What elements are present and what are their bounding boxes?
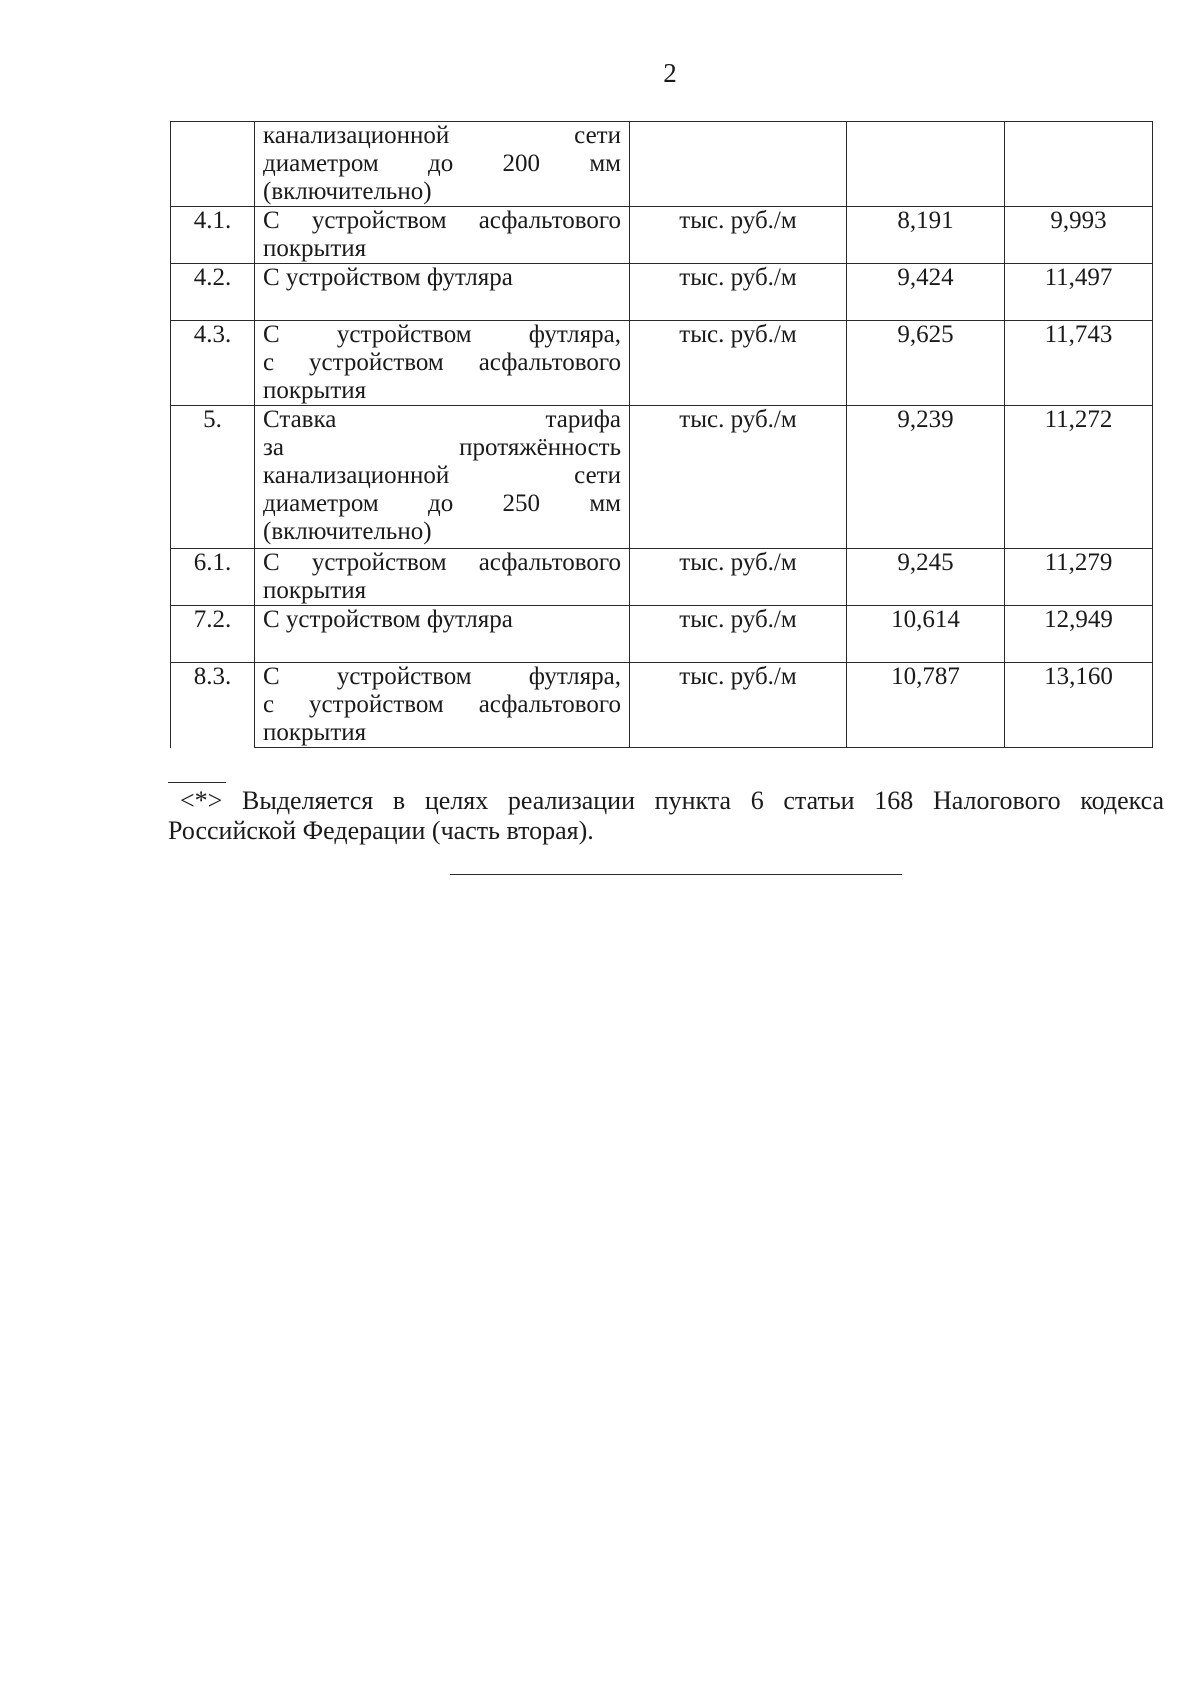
row-name-line: Ставка тарифа bbox=[263, 406, 621, 433]
row-unit-cell bbox=[630, 122, 847, 207]
page-number: 2 bbox=[663, 58, 677, 88]
row-name-line: канализационной сети bbox=[263, 122, 621, 149]
row-number-cell: 7.2. bbox=[171, 606, 255, 663]
row-value2-cell: 11,743 bbox=[1005, 321, 1153, 406]
table-row bbox=[171, 606, 1153, 663]
row-name-line: С устройством футляра bbox=[263, 264, 513, 291]
row-unit-cell: тыс. руб./м bbox=[630, 406, 847, 549]
row-number-cell: 5. bbox=[171, 406, 255, 549]
table-row bbox=[171, 406, 1153, 549]
table-row bbox=[171, 207, 1153, 264]
row-number-cell: 4.3. bbox=[171, 321, 255, 406]
table-row bbox=[171, 321, 1153, 406]
row-name-line: с устройством асфальтового bbox=[263, 349, 621, 376]
row-name-cell bbox=[255, 549, 630, 606]
row-value1-cell: 10,787 bbox=[847, 663, 1005, 748]
row-name-cell bbox=[255, 207, 630, 264]
row-value2-cell: 12,949 bbox=[1005, 606, 1153, 663]
table-row bbox=[171, 549, 1153, 606]
row-name-line: с устройством асфальтового bbox=[263, 691, 621, 718]
row-number-cell: 6.1. bbox=[171, 549, 255, 606]
row-name-line: канализационной сети bbox=[263, 462, 621, 489]
row-value2-cell: 9,993 bbox=[1005, 207, 1153, 264]
row-name-line: С устройством асфальтового bbox=[263, 549, 621, 576]
row-name-line: (включительно) bbox=[263, 178, 432, 205]
row-unit-cell: тыс. руб./м bbox=[630, 663, 847, 748]
row-unit-cell: тыс. руб./м bbox=[630, 549, 847, 606]
row-number-cell: 4.2. bbox=[171, 264, 255, 321]
row-name-line: диаметром до 250 мм bbox=[263, 490, 621, 517]
row-name-line: покрытия bbox=[263, 235, 367, 262]
row-name-line: С устройством асфальтового bbox=[263, 207, 621, 234]
row-name-cell bbox=[255, 606, 630, 663]
row-name-line: С устройством футляра bbox=[263, 606, 513, 633]
row-unit-cell: тыс. руб./м bbox=[630, 606, 847, 663]
row-unit-cell: тыс. руб./м bbox=[630, 207, 847, 264]
table-row bbox=[171, 663, 1153, 748]
row-name-line: покрытия bbox=[263, 719, 367, 746]
footnote-text: <*> Выделяется в целях реализации пункта 6 статьи 168 Налогового кодекса Российской Федерации (часть вторая). bbox=[168, 786, 1164, 845]
row-name-cell bbox=[255, 122, 630, 207]
row-name-cell bbox=[255, 406, 630, 549]
row-name-cell bbox=[255, 264, 630, 321]
row-value2-cell: 11,279 bbox=[1005, 549, 1153, 606]
row-name-cell bbox=[255, 321, 630, 406]
row-value1-cell: 9,625 bbox=[847, 321, 1005, 406]
row-value1-cell: 8,191 bbox=[847, 207, 1005, 264]
row-number-cell: 4.1. bbox=[171, 207, 255, 264]
row-name-cell bbox=[255, 663, 630, 748]
row-value1-cell: 9,424 bbox=[847, 264, 1005, 321]
row-value1-cell: 10,614 bbox=[847, 606, 1005, 663]
row-unit-cell: тыс. руб./м bbox=[630, 321, 847, 406]
row-name-line: диаметром до 200 мм bbox=[263, 150, 621, 177]
table-row bbox=[171, 264, 1153, 321]
row-value1-cell: 9,239 bbox=[847, 406, 1005, 549]
row-value2-cell: 11,272 bbox=[1005, 406, 1153, 549]
row-number-cell: 8.3. bbox=[171, 663, 255, 748]
row-name-line: покрытия bbox=[263, 577, 367, 604]
row-unit-cell: тыс. руб./м bbox=[630, 264, 847, 321]
row-value2-cell bbox=[1005, 122, 1153, 207]
row-value2-cell: 13,160 bbox=[1005, 663, 1153, 748]
footnote-separator bbox=[168, 782, 226, 783]
row-name-line: покрытия bbox=[263, 377, 367, 404]
row-value1-cell bbox=[847, 122, 1005, 207]
row-number-cell bbox=[171, 122, 255, 207]
row-name-line: С устройством футляра, bbox=[263, 663, 621, 690]
row-value1-cell: 9,245 bbox=[847, 549, 1005, 606]
row-name-line: С устройством футляра, bbox=[263, 321, 621, 348]
tariff-table bbox=[170, 121, 1153, 748]
row-value2-cell: 11,497 bbox=[1005, 264, 1153, 321]
row-name-line: (включительно) bbox=[263, 518, 432, 545]
row-name-line: за протяжённость bbox=[263, 434, 621, 461]
closing-line bbox=[450, 874, 902, 875]
table-row bbox=[171, 122, 1153, 207]
